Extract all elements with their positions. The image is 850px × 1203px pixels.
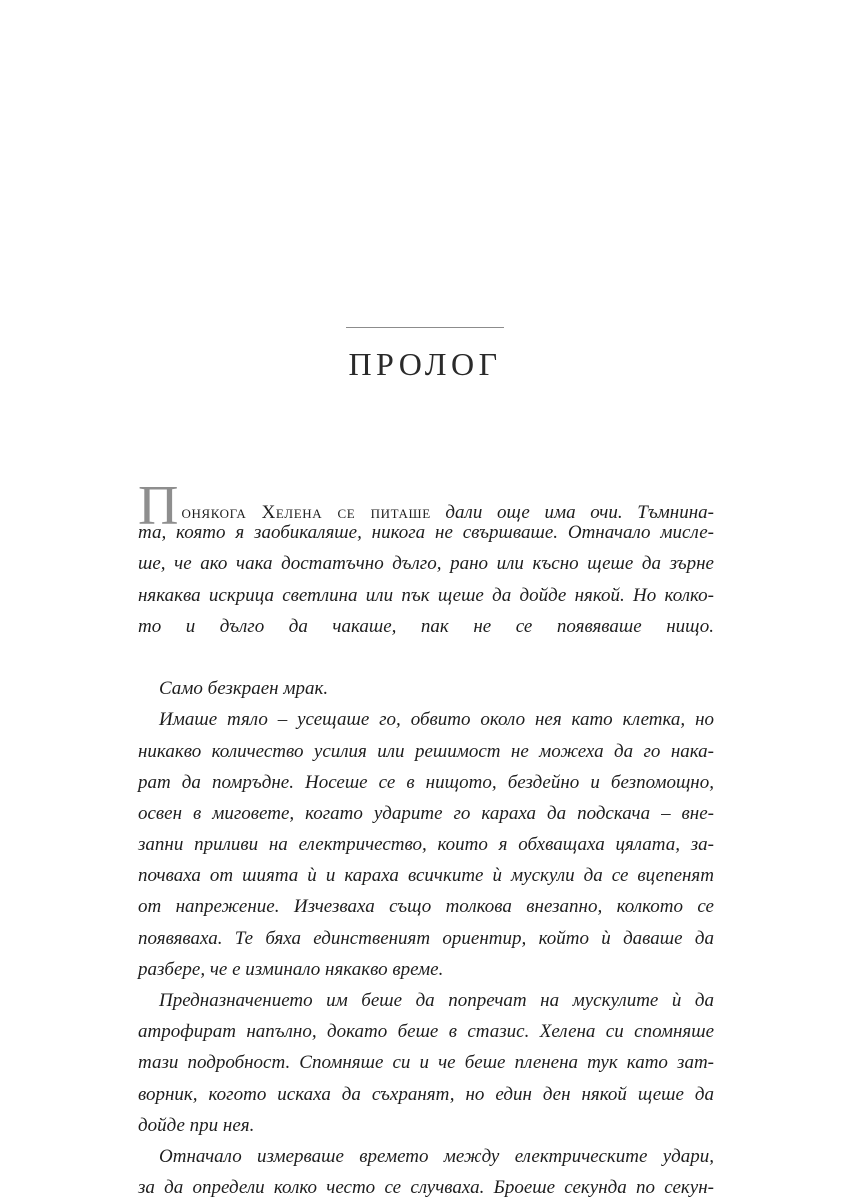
text-line: ше, че ако чака достатъчно дълго, рано или късно щеше да зърне: [138, 553, 714, 575]
chapter-rule-divider: [346, 327, 504, 328]
text-line: Предназначението им беше да попречат на мускулите ѝ да: [159, 990, 714, 1011]
chapter-title: ПРОЛОГ: [348, 346, 502, 382]
text-line: почваха от шията ѝ и караха всичките ѝ мускули да се вцепенят: [138, 865, 714, 887]
text-line: то и дълго да чакаше, пак не се появяваше нищо.: [138, 615, 714, 637]
text-line: Отначало измерваше времето между електрическите удари,: [159, 1145, 714, 1167]
lead-in-smallcaps: онякога Хелена се питаше: [181, 502, 431, 523]
text-span: дали още има очи. Тъмнина-: [445, 502, 714, 523]
text-line: та, която я заобикаляше, никога не свършваше. Отначало мисле-: [138, 522, 714, 544]
drop-cap: П: [138, 475, 179, 537]
text-line: Само безкраен мрак.: [159, 678, 329, 700]
text-line: освен в миговете, когато ударите го караха да подскача – вне-: [138, 802, 714, 824]
text-line: за да определи колко често се случваха. Броеше секунда по секун-: [138, 1177, 714, 1199]
text-line: рат да помръдне. Носеше се в нищото, бездейно и безпомощно,: [138, 771, 714, 793]
text-line: атрофират напълно, докато беше в стазис. Хелена си спомняше: [138, 1021, 714, 1043]
text-line: никакво количество усилия или решимост не можеха да го нака-: [138, 740, 714, 762]
text-line: някаква искрица светлина или пък щеше да дойде някой. Но колко-: [138, 584, 714, 606]
text-line: ворник, когото искаха да съхранят, но един ден някой щеше да: [138, 1083, 714, 1105]
body-text: [138, 475, 714, 1203]
text-line: запни приливи на електричество, които я обхващаха цялата, за-: [138, 834, 714, 856]
chapter-heading: [0, 327, 850, 383]
text-line: разбере, че е изминало някакво време.: [138, 958, 444, 980]
text-line: дойде при нея.: [138, 1114, 255, 1136]
text-line: [138, 642, 714, 673]
text-line: от напрежение. Изчезваха също толкова внезапно, колкото се: [138, 896, 714, 918]
text-line: появяваха. Те бяха единственият ориентир, който ѝ даваше да: [138, 927, 714, 949]
text-line: тази подробност. Спомняше си и че беше пленена тук като зат-: [138, 1052, 714, 1074]
text-line: Имаше тяло – усещаше го, обвито около нея като клетка, но: [159, 709, 714, 731]
